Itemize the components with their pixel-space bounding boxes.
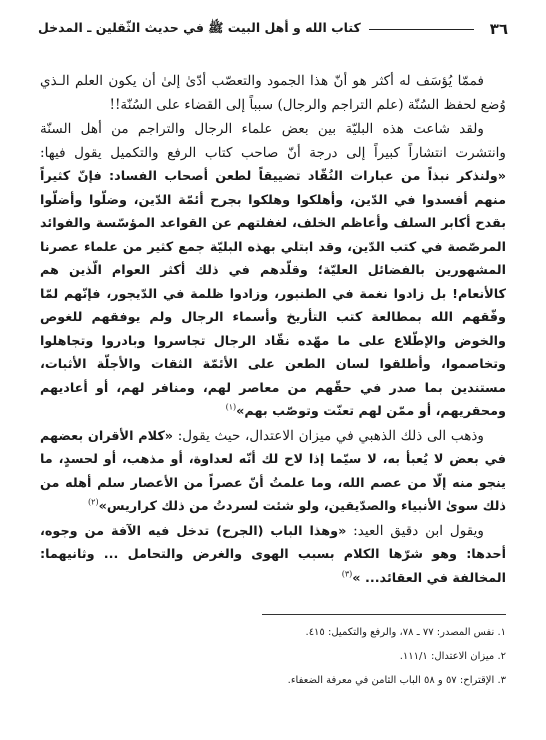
page-number: ٣٦ <box>489 20 508 38</box>
main-text <box>40 70 506 591</box>
paragraph-1: فممّا يُؤسَف له أكثر هو أنّ هذا الجمود والتعصّب أدّىٰ إلىٰ أن يكون العلم الـذي وُضع لحفظ السُنّة (علم التراجم والرجال) سبباً إلى القضاء على السُنّة!! <box>40 73 506 113</box>
paragraph-2-quote: «ولنذكر نبذاً من عبارات النُقّاد تضييقاً لطعن أصحاب الفساد: فإنّ كثيراً منهم أفسدوا في الدّين، وأهلكوا وهلكوا بجرح أئمّة الدّين، وضلّوا وأضلّوا بقدح أكابر السلف وأعاظم الخلف، لغفلتهم عن القواعد المؤسّسة والفوائد المرصّصة في كتب الدّين، وقد ابتلي بهذه البليّة جمع كثير من علماء عصرنا المشهورين بالفضائل العليّة؛ وقلّدهم في ذلك أكثر العوام الّذين هم كالأنعام! بل زادوا نغمة في الطنبور، وزادوا ظلمة في الدّيجور، فإنّهم لمّا وفّقهم الله بمطالعة كتب التأريخ وأسماء الرجال ولم يوفقهم للغوص والخوض والإطّلاع على ما مهّده نقّاد الرجال تجاسروا وبادروا وتجاهلوا وتخاصموا، وأطلقوا لسان الطعن على الأئمّة الثقات والأجلّة الأثبات، مستندين بما صدر في حقّهم من معاصر لهم، ومنافر لهم، أو أعاديهم ومحقريهم، أو ممّن لهم تعنّت وتوصّب بهم» <box>40 169 506 419</box>
running-header <box>38 18 508 40</box>
header-rule <box>369 29 474 30</box>
running-title: كتاب الله و أهل البيت ﷺ في حديث الثّقلين ـ المدخل <box>38 19 361 35</box>
footnote-ref-1: (١) <box>225 402 237 412</box>
paragraph-3-quote: «كلام الأقران بعضهم في بعض لا يُعبأ به، لا سيّما إذا لاح لك أنّه لعداوة، أو مذهب، أو لحسدٍ، ما ينجو منه إلّا من عصم الله، وما علمتُ أنّ عصراً من الأعصار سلم أهله من ذلك سوىٰ الأنبياء والصدّيقين، ولو شئت لسردتُ من ذلك كراريس» <box>40 428 506 514</box>
paragraph-4-intro: ويقول ابن دقيق العيد: <box>346 522 484 539</box>
paragraph-3-intro: وذهب الى ذلك الذهبي في ميزان الاعتدال، حيث يقول: <box>173 427 484 444</box>
footnote-1: ١. نفس المصدر: ٧٧ ـ ٧٨، والرفع والتكميل: ٤١٥. <box>305 627 506 638</box>
paragraph-2 <box>40 118 506 424</box>
footnote-ref-3: (٣) <box>341 568 353 578</box>
paragraph-3 <box>40 425 506 519</box>
footnotes <box>40 626 506 698</box>
paragraph-4-quote: «وهذا الباب (الجرح) تدخل فيه الآفة من وجوه، أحدها: وهو شرّها الكلام بسبب الهوى والغرض والتحامل ... وثانيهما: المخالفة في العقائد... » <box>40 523 506 586</box>
paragraph-2-intro: ولقد شاعت هذه البليّة بين بعض علماء الرجال والتراجم من أهل السنّة وانتشرت انتشاراً كبيراً إلى درجة أنّ صاحب كتاب الرفع والتكميل يقول فيها: <box>40 121 506 161</box>
footnote-ref-2: (٢) <box>88 497 99 507</box>
footnote-3: ٣. الإقتراح: ٥٧ و ٥٨ الباب الثامن في معرفة الضعفاء. <box>287 675 506 686</box>
footnote-2: ٢. ميزان الاعتدال: ١١١/١. <box>399 651 506 662</box>
paragraph-4 <box>40 520 506 591</box>
footnote-separator <box>262 614 506 615</box>
